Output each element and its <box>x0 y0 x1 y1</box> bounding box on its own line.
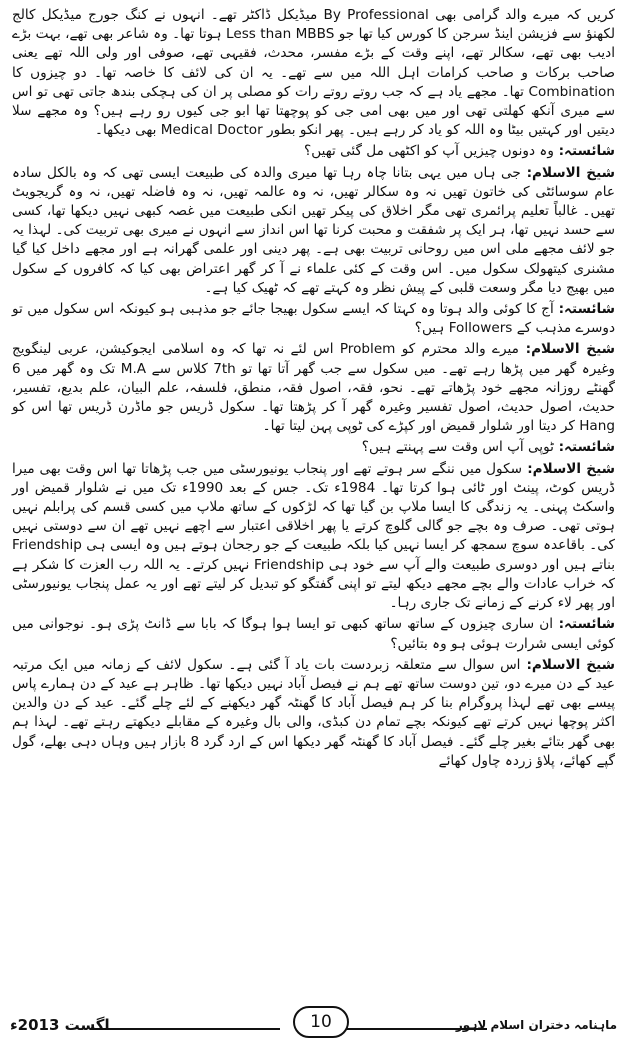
speaker-label: شائستہ: <box>558 616 615 633</box>
footer-rule-left <box>90 1028 280 1030</box>
speaker-label: شیخ الاسلام: <box>526 656 615 673</box>
issue-date: اگست 2013ء <box>10 1016 110 1034</box>
footer-rule-right <box>332 1028 487 1030</box>
speaker-label: شائستہ: <box>558 439 615 456</box>
speaker-label: شیخ الاسلام: <box>527 460 615 477</box>
page-number: 10 <box>293 1006 349 1038</box>
article-paragraph <box>12 438 615 457</box>
article-paragraph <box>12 6 615 140</box>
speaker-label: شائستہ: <box>558 143 615 160</box>
article-paragraph <box>12 615 615 653</box>
article-paragraph <box>12 142 615 161</box>
paragraph-text: آج کا کوئی والد ہوتا وہ کہتا کہ ایسے سکول بھیجا جائے جو مذہبی ہو کیونکہ اس سکول میں تو دوسرے مذہب کے Followers ہیں؟ <box>12 301 615 337</box>
paragraph-text: جی ہاں میں یہی بتانا چاہ رہا تھا میری والدہ کی طبیعت ایسی تھی کہ وہ بالکل سادہ عام سوسائٹی کی خاتون تھیں نہ وہ سکالر تھیں، نہ وہ عالمہ تھیں، نہ وہ فاضلہ تھیں، نہ وہ گریجویٹ تھیں۔ غالباً تعلیم پرائمری تھی مگر اخلاق کی پیکر تھیں انکی طبیعت میں غصہ کبھی نہیں دیکھا تھا، کسی سے حسد نہیں تھا، ہر ایک پر شفقت و محبت کرنا تھا اس انداز سے انہوں نے میری بھی تربیت کی۔ لہذا یہ جو لائف مجھے ملی اس میں روحانی تربیت بھی ہے۔ پھر دینی اور علمی گھرانہ ہے اور مجھے داخل کیا گیا مشنری کیتھولک سکول میں۔ اس وقت کے کئی علماء نے آ کر گھر اعتراض بھی کیا کہ کافروں کے سکول میں بھیج دیا مگر وسعت قلبی کے پیش نظر وہ کہتے تھے کہ ٹھیک کیا ہے۔ <box>12 164 615 296</box>
paragraph-text: ان ساری چیزوں کے ساتھ ساتھ کبھی تو ایسا ہوا ہوگا کہ بابا سے ڈانٹ پڑی ہو۔ نوجوانی میں کوئی ایسی شرارت ہوئی ہو وہ بتائیں؟ <box>12 616 615 652</box>
speaker-label: شائستہ: <box>558 301 615 318</box>
speaker-label: شیخ الاسلام: <box>525 341 615 358</box>
article-paragraph <box>12 656 615 771</box>
article-body <box>12 6 615 771</box>
paragraph-text: ٹوپی آپ اس وقت سے پہنتے ہیں؟ <box>361 439 554 456</box>
page-footer <box>10 1000 617 1042</box>
article-paragraph <box>12 164 615 298</box>
article-paragraph <box>12 460 615 614</box>
paragraph-text: میرے والد محترم کو Problem اس لئے نہ تھا کہ وہ اسلامی ایجوکیشن، عربی لینگویج وغیرہ گھر میں پڑھا رہے تھے۔ میں سکول سے جب گھر آتا تھا تو 7th کلاس سے M.A تک وہ گھر میں 6 گھنٹے روزانہ مجھے خود پڑھاتے تھے۔ نحو، فقہ، اصول فقہ، منطق، فلسفہ، علم البیان، علم بدیع، تفسیر، حدیث، اصول حدیث، اصول تفسیر وغیرہ گھر آ کر پڑھتا تھا۔ سکول ڈریس جو ماڈرن ڈریس تھا اس کو Hang کر دیتا اور شلوار قمیض اور کپڑے کی ٹوپی پہن لیتا تھا۔ <box>12 341 615 435</box>
paragraph-text: اس سوال سے متعلقہ زبردست بات یاد آ گئی ہے۔ سکول لائف کے زمانہ میں ایک مرتبہ عید کے دن میرے دو، تین دوست ساتھ تھے ہم نے فیصل آباد نہیں دیکھا تھا۔ ظاہر ہے عید کے دن ہمارے پاس پیسے بھی تھے لہذا پروگرام بنا کر ہم فیصل آباد کا گھنٹہ گھر دیکھنے کے لئے چلے گئے۔ عید کے دن والدین اکثر پوچھا نہیں کرتے تھے کیونکہ بچے تمام دن کبڈی، والی بال وغیرہ کے مقابلے دیکھتے رہتے تھے۔ لہذا ہم بھی گھر بتائے بغیر چلے گئے۔ فیصل آباد کا گھنٹہ گھر دیکھا اس کے ارد گرد 8 بازار ہیں وہاں دہی بھلے، گول گپے کھائے، پلاؤ زردہ چاول کھائے <box>12 656 616 769</box>
article-paragraph <box>12 300 615 338</box>
article-paragraph <box>12 340 615 436</box>
speaker-label: شیخ الاسلام: <box>526 164 615 181</box>
paragraph-text: سکول میں ننگے سر ہوتے تھے اور پنجاب یونیورسٹی میں جب پڑھاتا تھا اس وقت بھی میرا ڈریس کوٹ، پینٹ اور ٹائی ہوا کرتا تھا۔ 1984ء تک۔ جس کے بعد 1990ء تک میں نے شلوار قمیض اور واسکٹ پہنی۔ یہ زندگی کا ایسا ملاپ بن گیا تھا کہ لڑکوں کے ساتھ ملاپ میں کسی قسم کی پرابلم نہیں ہوتی تھی۔ صرف وہ بچے جو گالی گلوچ کرتے یا پھر اخلاقی اعتبار سے اچھے نہیں تھے ان سے دوستی نہیں کی۔ باقاعدہ سوچ سمجھ کر ایسا نہیں کیا بلکہ طبیعت کے جو رجحان ہوتے ہیں وہ ایسی ہی Friendship بناتے ہیں اور دوسری طبیعت والے آپ سے خود ہی Friendship نہیں کرتے۔ یہ اللہ رب العزت کا شکر ہے کہ خراب عادات والے بچے مجھے دیکھ لیتے تو اپنی گفتگو کو تبدیل کر لیتے تھے اور یہ عمل پنجاب یونیورسٹی اور پھر لاء کرنے کے زمانے تک جاری رہا۔ <box>12 460 616 612</box>
paragraph-text: کریں کہ میرے والد گرامی بھی By Professional میڈیکل ڈاکٹر تھے۔ انہوں نے کنگ جورج میڈیکل کالج لکھنؤ سے فزیشن اینڈ سرجن کا کورس کیا تھا جو Less than MBBS ہوتا تھا۔ وہ شاعر بھی تھے، بہت بڑے ادیب بھی تھے، سکالر تھے، اپنے وقت کے بڑے مفسر، محدث، فقیہی تھے، صوفی اور ولی اللہ تھے یعنی صاحب برکات و صاحب کرامات اہل اللہ میں سے تھے۔ یہ ان کی لائف کا خاصہ تھا۔ دو چیزوں کا Combination تھا۔ مجھے یاد ہے کہ جب روتے روتے رات کو مصلی پر ان کی ہچکی بندھ جاتی تھی تو اس سے میری آنکھ کھلتی تھی اور میں بھی امی جی کو پوچھتا تھا ابو جی کیوں رو رہے ہیں؟ وہ مجھے سلا دیتیں اور کہتیں بیٹا وہ اللہ کو یاد کر رہے ہیں۔ پھر انکو بطور Medical Doctor بھی دیکھا۔ <box>12 7 616 139</box>
magazine-name: ماہنامہ دختران اسلام لاہور <box>455 1018 617 1032</box>
paragraph-text: وہ دونوں چیزیں آپ کو اکٹھی مل گئی تھیں؟ <box>304 143 554 160</box>
